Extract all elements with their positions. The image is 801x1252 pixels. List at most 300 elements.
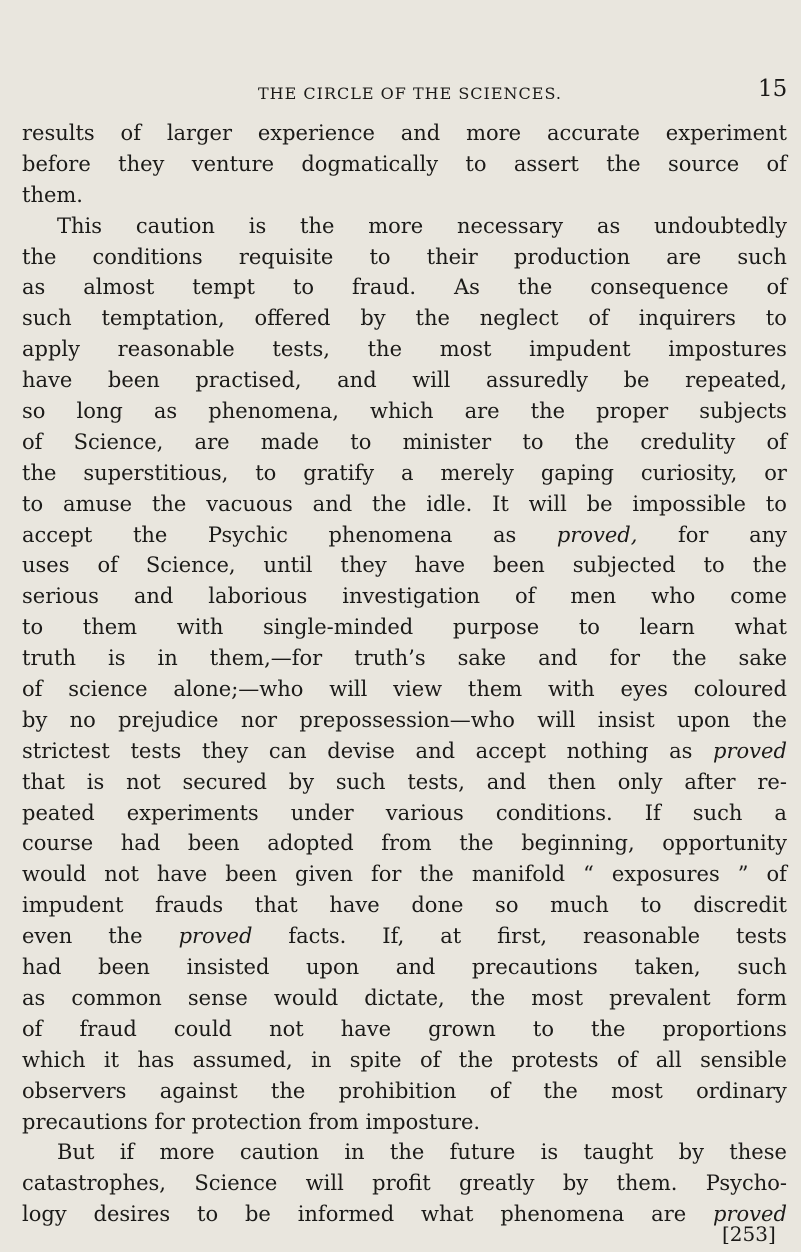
word: impostures (668, 337, 787, 362)
text-line (22, 303, 787, 334)
word: informed (297, 1202, 395, 1227)
text-line (22, 581, 787, 612)
word: nor (240, 707, 278, 732)
text-line (22, 149, 787, 180)
word: accurate (546, 121, 640, 145)
word: the (470, 985, 506, 1010)
word: tests, (272, 337, 330, 362)
word: if (119, 1140, 135, 1165)
word: of (766, 151, 787, 176)
word: as (22, 275, 46, 300)
word: of (766, 429, 787, 454)
text-line (22, 859, 787, 890)
word: gaping (540, 460, 614, 485)
word: as (493, 522, 517, 547)
word: as (669, 738, 693, 763)
word: would (273, 985, 339, 1010)
word: necessary (457, 213, 564, 238)
text-line (22, 489, 787, 520)
word: and (415, 738, 456, 763)
word: idle. (426, 491, 473, 516)
word: curiosity, (640, 460, 738, 485)
word: proved (713, 738, 787, 763)
word: to (350, 429, 372, 454)
body-text (22, 118, 787, 1230)
text-line (22, 612, 787, 643)
word: truth (22, 646, 76, 671)
word: form (736, 985, 787, 1010)
word: to (22, 491, 44, 516)
text-line (22, 643, 787, 674)
word: the (752, 707, 787, 732)
word: more (159, 1140, 215, 1165)
word: frauds (155, 893, 224, 918)
word: nothing (566, 738, 649, 763)
word: subjects (699, 399, 787, 424)
word: caution (239, 1140, 320, 1165)
word: facts. (288, 924, 347, 949)
word: been (492, 553, 545, 578)
word: of (419, 1047, 441, 1072)
word: to (465, 151, 487, 176)
word: only (617, 769, 663, 794)
word: of (120, 121, 141, 145)
word: they (201, 738, 249, 763)
word: the (108, 924, 143, 949)
word: dictate, (364, 985, 445, 1010)
word: and (395, 955, 436, 980)
word: impudent (22, 893, 124, 918)
text-line (22, 1014, 787, 1045)
word: the (606, 151, 641, 176)
page-number: 15 (758, 76, 788, 102)
word: of (22, 1016, 43, 1041)
word: insisted (186, 955, 270, 980)
word: sensible (700, 1047, 787, 1072)
word: Science (194, 1171, 278, 1196)
text-line (22, 1076, 787, 1107)
word: phenomena (500, 1202, 625, 1227)
text-line (22, 705, 787, 736)
word: prepossession—who (299, 707, 515, 732)
word: “ (583, 862, 594, 887)
word: undoubtedly (654, 213, 787, 238)
word: proper (596, 399, 669, 424)
word: accept (475, 738, 547, 763)
word: prohibition (338, 1078, 457, 1103)
word: done (411, 893, 464, 918)
word: in (311, 1047, 332, 1072)
word: conditions. (495, 800, 613, 825)
word: in (344, 1140, 365, 1165)
word: phenomena, (208, 399, 339, 424)
word: will (329, 677, 368, 702)
text-line (22, 983, 787, 1014)
text-line (22, 674, 787, 705)
word: assert (513, 151, 579, 176)
word: fraud. (352, 275, 416, 300)
word: experiment (665, 121, 787, 145)
word: to (522, 429, 544, 454)
word: been (107, 368, 160, 393)
word: the (574, 429, 610, 454)
word: the (530, 399, 566, 424)
word: minister (402, 429, 492, 454)
word: come (730, 584, 787, 609)
word: a (774, 800, 787, 825)
word: for (609, 646, 641, 671)
word: reasonable (117, 337, 235, 362)
word: such (737, 955, 787, 980)
word: have (414, 553, 465, 578)
word: after (684, 769, 736, 794)
word: precautions (22, 1109, 148, 1134)
text-line (22, 520, 787, 551)
word: will (537, 707, 576, 732)
word: they (340, 553, 387, 578)
word: by (678, 1140, 704, 1165)
word: with (176, 615, 224, 640)
word: by (22, 707, 48, 732)
word: vacuous (206, 491, 293, 516)
word: As (453, 275, 480, 300)
word: source (667, 151, 740, 176)
word: taken, (634, 955, 701, 980)
word: and (133, 584, 174, 609)
word: would (22, 862, 87, 887)
word: If (644, 800, 661, 825)
word: Science, (73, 429, 164, 454)
word: requisite (238, 244, 334, 269)
word: not (126, 769, 161, 794)
word: such (335, 769, 386, 794)
word: for (371, 862, 402, 887)
word: the (300, 213, 335, 238)
word: re- (757, 769, 787, 794)
word: not (269, 1016, 304, 1041)
word: upon (306, 955, 360, 980)
word: the (752, 553, 787, 578)
text-line (22, 1199, 787, 1230)
word: be (586, 491, 613, 516)
word: has (137, 1047, 175, 1072)
word: all (655, 1047, 682, 1072)
word: to (197, 1202, 219, 1227)
word: to (640, 893, 662, 918)
word: greatly (459, 1171, 535, 1196)
word: neglect (479, 306, 559, 331)
word: alone;—who (173, 677, 304, 702)
text-line (22, 458, 787, 489)
word: proved (713, 1202, 787, 1227)
word: in (157, 646, 178, 671)
word: adopted (267, 831, 354, 856)
word: It (492, 491, 509, 516)
word: observers (22, 1078, 127, 1103)
word: of (588, 306, 609, 331)
word: of (514, 584, 536, 609)
word: will (528, 491, 567, 516)
text-line (22, 1045, 787, 1076)
word: consequence (590, 275, 729, 300)
word: of (97, 553, 118, 578)
word: the (22, 244, 57, 269)
word: to (703, 553, 725, 578)
word: discredit (693, 893, 787, 918)
word: purpose (452, 615, 540, 640)
word: venture (191, 151, 274, 176)
word: course (22, 831, 94, 856)
word: the (458, 1047, 494, 1072)
word: experience (257, 121, 375, 145)
word: that (22, 769, 65, 794)
word: their (426, 244, 478, 269)
word: are (464, 399, 500, 424)
word: before (22, 151, 91, 176)
word: Psychic (207, 522, 288, 547)
word: grown (428, 1016, 496, 1041)
word: larger (166, 121, 232, 145)
text-line (22, 211, 787, 242)
word: catastrophes, (22, 1171, 166, 1196)
word: ” (737, 862, 749, 887)
word: view (393, 677, 443, 702)
word: no (69, 707, 96, 732)
word: as (596, 213, 621, 238)
word: credulity (640, 429, 736, 454)
text-line (22, 890, 787, 921)
word: science (68, 677, 148, 702)
word: the (372, 491, 407, 516)
word: from (381, 831, 432, 856)
word: inquirers (638, 306, 736, 331)
text-line (22, 334, 787, 365)
word: the (517, 275, 553, 300)
text-line (22, 550, 787, 581)
text-line (22, 1137, 787, 1168)
word: such (692, 800, 743, 825)
word: production (513, 244, 631, 269)
text-line (22, 180, 787, 211)
word: subjected (572, 553, 676, 578)
word: phenomena (328, 522, 453, 547)
word: will (305, 1171, 344, 1196)
word: imposture. (365, 1109, 481, 1134)
word: them. (22, 182, 83, 207)
word: practised, (195, 368, 302, 393)
word: common (71, 985, 162, 1010)
word: and (400, 121, 441, 145)
word: tempt (192, 275, 255, 300)
word: can (268, 738, 307, 763)
word: as (22, 985, 46, 1010)
word: desires (93, 1202, 171, 1227)
word: proportions (662, 1016, 787, 1041)
word: tests, (407, 769, 465, 794)
word: strictest (22, 738, 110, 763)
word: the (132, 522, 168, 547)
word: are (194, 429, 230, 454)
word: or (764, 460, 787, 485)
word: the (270, 1078, 306, 1103)
word: the (419, 862, 454, 887)
word: If, (382, 924, 405, 949)
word: opportunity (662, 831, 787, 856)
word: secured (182, 769, 267, 794)
word: the (389, 1140, 425, 1165)
word: to (22, 615, 44, 640)
text-line (22, 1168, 787, 1199)
word: men (570, 584, 617, 609)
word: such (737, 244, 787, 269)
running-title: THE CIRCLE OF THE SCIENCES. (258, 84, 562, 103)
word: is (540, 1140, 559, 1165)
word: protection (191, 1109, 302, 1134)
word: caution (135, 213, 215, 238)
word: dogmatically (301, 151, 439, 176)
word: sense (187, 985, 248, 1010)
word: This (57, 213, 103, 238)
word: any (749, 522, 787, 547)
word: by (562, 1171, 589, 1196)
word: been (225, 862, 278, 887)
text-line (22, 118, 787, 149)
word: Psycho- (705, 1171, 787, 1196)
word: sake (738, 646, 787, 671)
word: the (459, 831, 494, 856)
word: impossible (632, 491, 746, 516)
word: eyes (620, 677, 668, 702)
word: taught (583, 1140, 654, 1165)
word: to (765, 491, 787, 516)
word: results (22, 121, 95, 145)
word: been (98, 955, 150, 980)
word: these (729, 1140, 787, 1165)
word: conditions (92, 244, 203, 269)
word: superstitious, (83, 460, 229, 485)
word: more (368, 213, 424, 238)
word: then (548, 769, 596, 794)
word: logy (22, 1202, 67, 1227)
word: protests (511, 1047, 599, 1072)
word: truth’s (354, 646, 426, 671)
text-line (22, 427, 787, 458)
word: who (651, 584, 696, 609)
word: of (22, 677, 43, 702)
word: what (421, 1202, 474, 1227)
word: spite (349, 1047, 402, 1072)
word: to (369, 244, 391, 269)
word: given (295, 862, 354, 887)
word: most (531, 985, 584, 1010)
word: had (22, 955, 62, 980)
word: learn (639, 615, 695, 640)
signature-mark: [253] (722, 1222, 776, 1246)
word: offered (254, 306, 331, 331)
word: is (248, 213, 267, 238)
word: the (591, 1016, 626, 1041)
word: most (439, 337, 492, 362)
word: and (337, 368, 377, 393)
word: laborious (208, 584, 308, 609)
word: reasonable (583, 924, 701, 949)
word: of (766, 275, 787, 300)
word: the (151, 491, 187, 516)
word: the (672, 646, 707, 671)
word: could (173, 1016, 232, 1041)
word: investigation (342, 584, 481, 609)
word: single-minded (263, 615, 414, 640)
word: assuredly (485, 368, 589, 393)
word: they (118, 151, 165, 176)
word: to (532, 1016, 554, 1041)
word: have (329, 893, 380, 918)
word: the (22, 460, 57, 485)
word: devise (327, 738, 395, 763)
word: is (86, 769, 105, 794)
word: insist (597, 707, 655, 732)
word: first, (497, 924, 548, 949)
text-line (22, 272, 787, 303)
word: and (312, 491, 353, 516)
word: future (449, 1140, 516, 1165)
word: what (734, 615, 787, 640)
word: tests (736, 924, 787, 949)
word: the (367, 337, 403, 362)
word: peated (22, 800, 95, 825)
word: is (107, 646, 126, 671)
text-line (22, 396, 787, 427)
word: uses (22, 553, 70, 578)
word: made (260, 429, 320, 454)
word: prevalent (609, 985, 711, 1010)
word: a (401, 460, 414, 485)
word: so (22, 399, 46, 424)
word: even (22, 924, 73, 949)
word: have (156, 862, 208, 887)
paragraph (22, 211, 787, 1138)
word: proved, (556, 522, 638, 547)
word: various (385, 800, 464, 825)
word: profit (372, 1171, 431, 1196)
word: the (415, 306, 450, 331)
word: be (244, 1202, 271, 1227)
text-line (22, 921, 787, 952)
word: temptation, (101, 306, 225, 331)
word: which (369, 399, 434, 424)
word: precautions (471, 955, 598, 980)
word: almost (83, 275, 155, 300)
word: exposures (611, 862, 720, 887)
word: and (538, 646, 578, 671)
word: Science, (145, 553, 236, 578)
word: coloured (693, 677, 787, 702)
word: to (292, 275, 315, 300)
word: assumed, (192, 1047, 293, 1072)
word: under (290, 800, 354, 825)
word: tests (130, 738, 182, 763)
word: with (548, 677, 595, 702)
word: them,—for (209, 646, 323, 671)
word: of (616, 1047, 638, 1072)
word: by (360, 306, 386, 331)
word: beginning, (521, 831, 635, 856)
word: long (76, 399, 123, 424)
word: prejudice (118, 707, 219, 732)
word: which (22, 1047, 86, 1072)
word: by (288, 769, 315, 794)
word: them (467, 677, 523, 702)
